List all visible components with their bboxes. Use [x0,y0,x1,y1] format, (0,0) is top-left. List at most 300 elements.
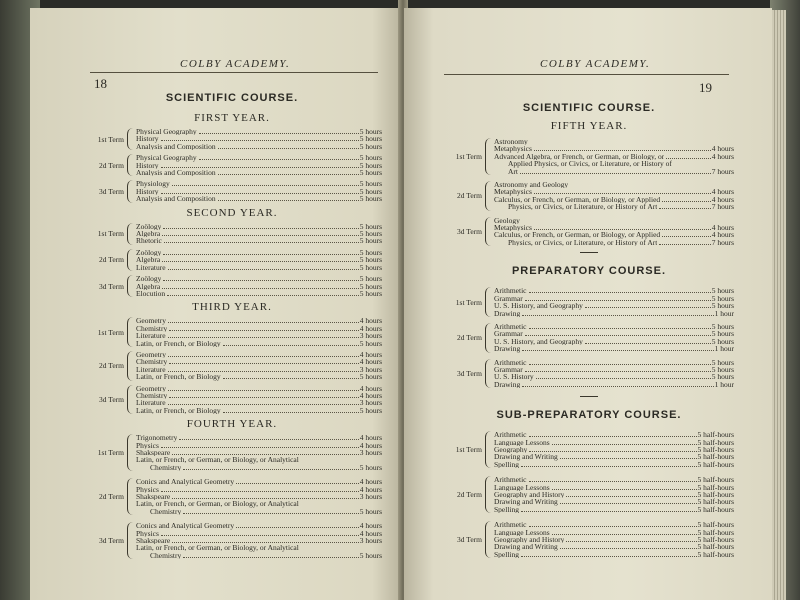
hours-value: 5 hours [711,357,734,367]
leader-dots [552,534,697,535]
subject-row [494,138,734,145]
leader-dots [662,236,711,237]
leader-dots [163,254,358,255]
subject-name: Physics, or Civics, or Literature, or History of Art [508,238,658,247]
subject-row [494,231,734,238]
leader-dots [534,229,711,230]
hours-value: 5 hours [359,372,382,382]
brace [127,434,133,471]
right-page-content [444,102,734,566]
brace [127,478,133,515]
year-title: FOURTH YEAR. [186,418,278,431]
subject-row [136,522,382,529]
leader-dots [218,148,359,149]
leader-dots [223,412,359,413]
leader-dots [585,343,711,344]
hours-value: 5 hours [359,288,382,298]
subject-row [494,203,734,210]
page-number: 19 [699,80,712,95]
subject-name: Latin, or French, or Biology [136,339,221,347]
term-rows [494,431,734,468]
subject-row [494,366,734,373]
leader-dots [172,454,359,455]
leader-dots [172,185,359,186]
term-label: 1st Term [97,134,124,144]
hours-value: 4 hours [359,484,382,494]
hours-value: 4 hours [359,440,382,450]
term-label: 2d Term [99,255,124,265]
leader-dots [169,397,358,398]
subject-row [136,128,382,135]
hours-value: 5 hours [359,229,382,239]
subject-row [494,239,734,246]
hours-value: 4 hours [359,521,382,531]
leader-dots [163,280,358,281]
subject-row [136,283,382,290]
leader-dots [164,242,359,243]
term-block [82,275,382,297]
term-rows [136,180,382,202]
section-divider [580,252,598,253]
page-number: 18 [94,76,107,91]
subject-name: Physiology [136,180,170,188]
subject-row [136,290,382,297]
left-page-content [82,92,382,566]
running-header: COLBY ACADEMY. [180,58,291,70]
hours-value: 4 hours [711,223,734,233]
hours-value: 4 hours [711,194,734,204]
subject-row [136,230,382,237]
hours-value: 5 hours [359,168,382,178]
subject-name: Geography and History [494,536,565,544]
subject-name: Grammar [494,365,523,374]
hours-value: 4 hours [711,230,734,240]
brace [127,223,133,245]
subject-row [136,442,382,449]
subject-name: Arithmetic [494,358,527,366]
hours-value: 5 half-hours [697,490,734,499]
hours-value: 4 hours [359,477,382,487]
hours-value: 4 hours [711,144,734,154]
subject-row [494,153,734,160]
leader-dots [536,378,711,379]
hours-value: 3 hours [359,492,382,502]
term-block [444,181,734,211]
term-rows [494,476,734,513]
year-title: FIFTH YEAR. [550,120,628,132]
subject-row [136,493,382,500]
leader-dots [168,371,359,372]
subject-row [136,486,382,493]
term-block [82,223,382,245]
subject-name: U. S. History [494,373,534,381]
brace [127,249,133,271]
subject-row [494,551,734,558]
subject-name: Latin, or French, or Biology [136,406,221,415]
hours-value: 5 hours [359,127,382,136]
year-title: THIRD YEAR. [192,301,272,314]
term-block [82,385,382,415]
leader-dots [525,300,711,301]
subject-row [494,310,734,317]
leader-dots [521,556,697,557]
leader-dots [161,535,359,536]
subject-name: Arithmetic [494,521,527,529]
leader-dots [525,335,711,336]
subject-row [494,217,734,224]
term-label: 3d Term [99,536,124,546]
leader-dots [534,193,711,194]
subject-name: Advanced Algebra, or French, or German, or Biology, or [494,152,665,161]
subject-row [494,168,734,175]
subject-name: History [136,135,159,143]
leader-dots [161,140,359,141]
hours-value: 5 hours [359,153,382,163]
hours-value: 5 half-hours [697,452,734,462]
subject-name: Geometry [136,317,166,325]
hours-value: 5 half-hours [697,527,734,537]
subject-row [494,287,734,294]
brace [127,180,133,202]
leader-dots [223,345,359,346]
term-label: 3d Term [457,535,482,545]
course-title: SCIENTIFIC COURSE. [522,102,656,114]
subject-name: Analysis and Composition [136,142,216,151]
subject-row [494,381,734,388]
subject-row [494,323,734,330]
section-divider [580,396,598,397]
hours-value: 5 hours [359,134,382,144]
leader-dots [529,481,697,482]
hours-value: 5 hours [359,221,382,231]
hours-value: 3 hours [359,448,382,457]
subject-row [136,188,382,195]
leader-dots [162,235,359,236]
hours-value: 4 hours [359,349,382,359]
leader-dots [169,363,358,364]
subject-name: Arithmetic [494,287,527,295]
subject-name: Physical Geography [136,128,197,136]
leader-dots [560,503,697,504]
term-block [82,154,382,176]
term-rows [136,249,382,271]
leader-dots [520,173,711,174]
hours-value: 3 hours [359,364,382,374]
hours-value: 5 hours [359,405,382,415]
brace [485,287,491,317]
hours-value: 5 hours [711,364,734,374]
leader-dots [168,356,359,357]
leader-dots [529,292,711,293]
subject-name: Physics [136,441,159,449]
leader-dots [167,295,359,296]
subject-name: Chemistry [150,507,182,516]
leader-dots [183,469,358,470]
term-rows [494,323,734,353]
subject-name: Drawing [494,309,521,317]
term-label: 1st Term [97,448,124,458]
subject-row [494,461,734,468]
subject-row [136,358,382,365]
term-rows [136,223,382,245]
brace [127,275,133,297]
term-block [82,351,382,381]
term-label: 3d Term [99,187,124,197]
term-rows [494,359,734,389]
hours-value: 5 half-hours [697,437,734,447]
term-rows [136,478,382,515]
subject-row [136,264,382,271]
term-block [444,431,734,468]
course-title: SCIENTIFIC COURSE. [165,92,299,104]
subject-name: Literature [136,263,166,272]
hours-value: 5 half-hours [697,520,734,530]
hours-value: 5 hours [359,550,382,560]
leader-dots [560,548,697,549]
hours-value: 5 hours [711,372,734,382]
hours-value: 5 hours [711,321,734,331]
term-rows [136,317,382,347]
term-label: 1st Term [97,229,124,239]
subject-row [494,224,734,231]
term-block [82,249,382,271]
hours-value: 5 hours [359,186,382,196]
term-rows [136,128,382,150]
subject-name: Algebra [136,256,161,264]
hours-value: 4 hours [359,390,382,400]
hours-value: 5 hours [359,281,382,291]
subject-name: Shakspeare [136,449,171,457]
term-block [82,434,382,471]
subject-name: Zoölogy [136,248,162,257]
subject-name: Conics and Analytical Geometry [136,522,235,530]
subject-row [494,359,734,366]
term-label: 3d Term [457,368,482,378]
term-rows [136,351,382,381]
subject-row [136,135,382,142]
hours-value: 5 hours [359,262,382,272]
leader-dots [168,404,359,405]
subject-row [136,195,382,202]
hours-value: 5 hours [359,236,382,246]
hours-value: 5 half-hours [697,549,734,559]
term-block [444,359,734,389]
brace [127,351,133,381]
hours-value: 5 half-hours [697,542,734,552]
brace [485,138,491,175]
header-rule [90,72,378,73]
subject-name: Language Lessons [494,528,550,537]
leader-dots [183,557,358,558]
subject-row [136,169,382,176]
subject-row [494,196,734,203]
subject-row [136,552,382,559]
term-rows [136,385,382,415]
term-rows [494,181,734,211]
hours-value: 5 hours [359,274,382,284]
subject-name: U. S. History, and Geography [494,302,583,310]
term-label: 3d Term [457,226,482,236]
hours-value: 1 hour [714,379,734,389]
subject-name: Chemistry [136,358,168,366]
leader-dots [585,307,711,308]
hours-value: 5 hours [359,462,382,472]
subject-row [136,508,382,515]
subject-name: History [136,161,159,170]
term-label: 1st Term [455,445,482,455]
hours-value: 5 hours [711,286,734,296]
brace [485,181,491,211]
brace [127,385,133,415]
hours-value: 5 hours [359,141,382,151]
term-label: 1st Term [455,152,482,162]
subject-name: Geometry [136,350,166,359]
subject-row [136,392,382,399]
term-rows [136,275,382,297]
term-rows [494,217,734,247]
year-list [82,112,382,559]
subject-name: Language Lessons [494,438,550,446]
subject-name: Physics [136,529,159,538]
subject-row [136,223,382,230]
subject-name: Chemistry [136,324,168,333]
leader-dots [223,378,359,379]
term-rows [136,434,382,471]
hours-value: 5 half-hours [697,482,734,492]
subject-name: Spelling [494,460,520,469]
subject-name: Conics and Analytical Geometry [136,478,235,486]
hours-value: 5 half-hours [697,430,734,440]
course-title: PREPARATORY COURSE. [511,265,667,278]
year-title: FIRST YEAR. [194,112,270,124]
subject-name: Art [508,167,518,176]
subject-name: Language Lessons [494,483,550,491]
subject-name: Metaphysics [494,224,532,232]
subject-name: Astronomy and Geology [494,181,569,189]
leader-dots [552,444,697,445]
leader-dots [168,337,359,338]
subject-name: Latin, or French, or German, or Biology, or Analytical [136,500,299,508]
term-block [444,476,734,513]
leader-dots [199,159,359,160]
hours-value: 5 hours [359,247,382,257]
subject-name: Chemistry [150,551,182,560]
subject-row [136,249,382,256]
brace [485,217,491,247]
hours-value: 5 hours [359,160,382,170]
subject-row [494,295,734,302]
subject-row [136,180,382,187]
hours-value: 5 half-hours [697,535,734,545]
term-label: 1st Term [455,297,482,307]
subject-row [136,275,382,282]
brace [127,317,133,347]
term-rows [494,521,734,558]
leader-dots [529,328,711,329]
subject-name: Grammar [494,330,523,338]
subject-row [136,478,382,485]
subject-name: Astronomy [494,138,528,146]
hours-value: 5 half-hours [697,504,734,514]
brace [127,154,133,176]
leader-dots [659,244,710,245]
hours-value: 4 hours [359,528,382,538]
hours-value: 5 half-hours [697,475,734,485]
term-rows [136,522,382,559]
brace [485,359,491,389]
subject-name: Metaphysics [494,145,532,153]
hours-value: 4 hours [359,323,382,333]
hours-value: 3 hours [359,331,382,341]
subject-row [136,456,382,463]
subject-row [136,237,382,244]
subject-name: Shakspeare [136,493,171,501]
subject-name: Spelling [494,505,520,514]
subject-name: Latin, or French, or Biology [136,373,221,381]
subject-name: Geography [494,445,528,454]
subject-name: Drawing [494,380,521,389]
term-label: 2d Term [99,492,124,502]
term-block [82,317,382,347]
subject-name: Physical Geography [136,154,197,162]
subject-row [136,385,382,392]
leader-dots [168,322,359,323]
hours-value: 5 hours [359,194,382,204]
term-label: 2d Term [99,160,124,170]
subject-row [136,317,382,324]
leader-dots [659,208,710,209]
subject-row [494,160,734,167]
subject-row [136,449,382,456]
subject-name: Drawing and Writing [494,543,558,551]
hours-value: 4 hours [359,433,382,443]
hours-value: 5 half-hours [697,497,734,507]
term-label: 2d Term [457,333,482,343]
term-block [82,522,382,559]
subject-row [136,530,382,537]
term-label: 2d Term [457,490,482,500]
subject-row [494,145,734,152]
leader-dots [161,167,359,168]
subject-row [136,154,382,161]
term-block [444,217,734,247]
term-label: 2d Term [99,361,124,371]
hours-value: 1 hour [714,308,734,318]
leader-dots [168,269,359,270]
subject-row [136,373,382,380]
leader-dots [522,315,713,316]
subject-row [494,181,734,188]
subject-name: Arithmetic [494,322,527,331]
leader-dots [162,288,359,289]
hours-value: 4 hours [359,316,382,326]
subject-row [136,332,382,339]
term-block [82,180,382,202]
brace [485,521,491,558]
subject-row [494,330,734,337]
subject-name: Zoölogy [136,222,162,231]
left-page [30,8,402,600]
subject-row [136,464,382,471]
term-label: 2d Term [457,191,482,201]
leader-dots [168,390,359,391]
subject-name: Arithmetic [494,476,527,484]
hours-value: 5 hours [711,329,734,339]
hours-value: 5 hours [711,336,734,346]
subject-row [136,407,382,414]
term-label: 3d Term [99,394,124,404]
hours-value: 5 hours [359,179,382,189]
